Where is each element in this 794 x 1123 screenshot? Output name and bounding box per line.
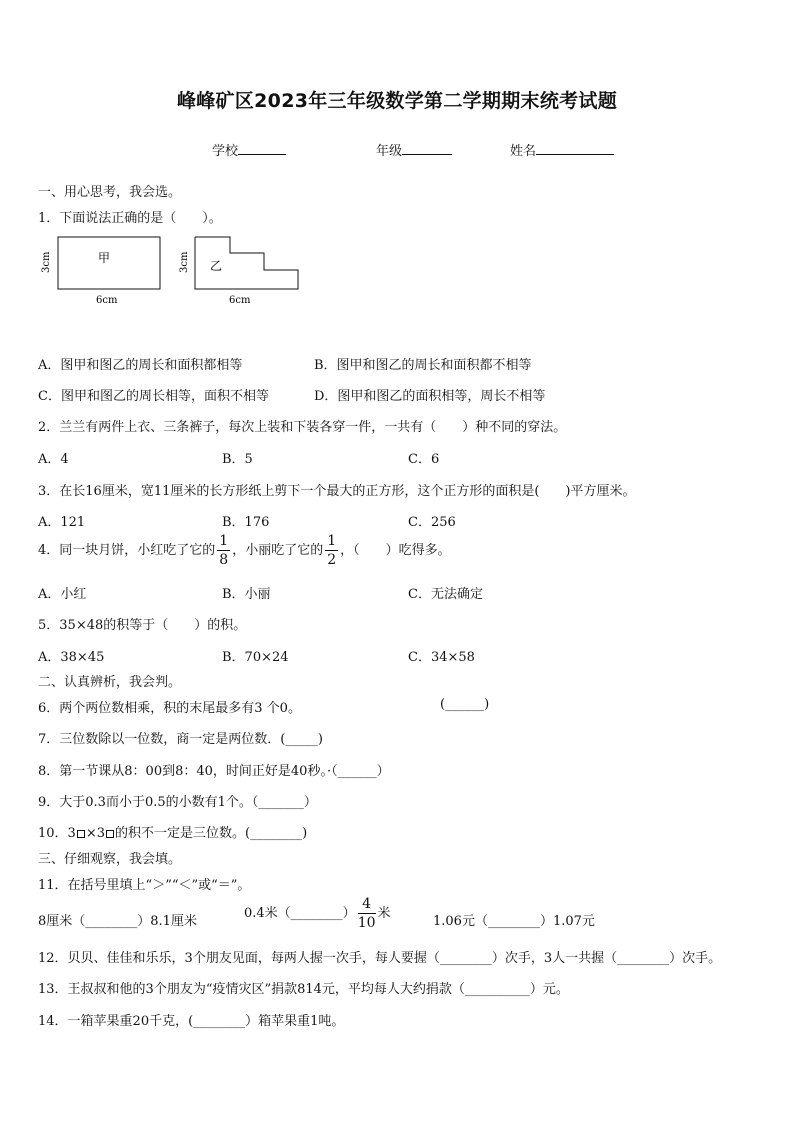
- q4-text-2: ，小丽吃了它的: [232, 543, 324, 558]
- fraction-one-half: [325, 534, 338, 567]
- q10-text-3: 的积不一定是三位数。(________): [115, 826, 308, 841]
- name-label: 姓名: [510, 144, 537, 159]
- q1-option-b[interactable]: B．图甲和图乙的周长和面积都不相等: [314, 358, 532, 373]
- name-blank[interactable]: [536, 141, 614, 155]
- question-12: 12．贝贝、佳佳和乐乐，3个朋友见面，每两人握一次手，每人要握（________）次手，3人一共握（________）次手。: [38, 951, 722, 966]
- question-6: 6．两个两位数相乘，积的末尾最多有3 个0。: [38, 701, 301, 716]
- q10-text-1: 10．3: [38, 826, 76, 841]
- question-1-figure: [36, 232, 306, 308]
- shape-b-height-label: 3cm: [179, 251, 190, 273]
- rectangle-a-height-label: 3cm: [41, 251, 52, 273]
- question-2: 2．兰兰有两件上衣、三条裤子，每次上装和下装各穿一件，一共有（ ）种不同的穿法。: [38, 420, 567, 435]
- q11-item-3[interactable]: 1.06元（________）1.07元: [433, 914, 595, 929]
- question-10: [38, 822, 307, 841]
- question-13: 13．王叔叔和他的3个朋友为“疫情灾区”捐款814元，平均每人大约捐款（__________）元。: [38, 982, 569, 997]
- question-7: 7．三位数除以一位数，商一定是两位数．(_____): [38, 732, 323, 747]
- q10-text-2: ×3: [85, 826, 105, 841]
- rectangle-a-label: 甲: [98, 251, 111, 265]
- q2-option-b[interactable]: B．5: [222, 452, 253, 467]
- q3-option-b[interactable]: B．176: [222, 515, 270, 530]
- fraction-numerator: 1: [327, 533, 337, 549]
- q4-option-b[interactable]: B．小丽: [222, 587, 271, 602]
- q3-option-a[interactable]: A．121: [38, 515, 86, 530]
- question-5: 5．35×48的积等于（ ）的积。: [38, 618, 247, 633]
- section-1-heading: 一、用心思考，我会选。: [38, 185, 182, 200]
- grade-label: 年级: [376, 144, 403, 159]
- q5-option-a[interactable]: A．38×45: [38, 650, 105, 665]
- q11-item-2-text: 0.4米（________）: [244, 906, 356, 921]
- shape-b-label: 乙: [210, 259, 223, 273]
- question-11: 11．在括号里填上“＞”“＜”或“＝”。: [38, 878, 251, 893]
- q4-text-1: 4．同一块月饼，小红吃了它的: [38, 543, 216, 558]
- page-title: 峰峰矿区2023年三年级数学第二学期期末统考试题: [176, 90, 618, 112]
- grade-blank[interactable]: [402, 141, 452, 155]
- fraction-denominator: 10: [357, 915, 376, 931]
- question-4: [38, 534, 451, 567]
- fraction-numerator: 1: [219, 533, 229, 549]
- q2-option-a[interactable]: A．4: [38, 452, 69, 467]
- fraction-four-tenths: [358, 897, 376, 930]
- q11-item-1[interactable]: 8厘米（________）8.1厘米: [38, 914, 197, 929]
- name-field: [510, 140, 614, 159]
- school-blank[interactable]: [238, 141, 286, 155]
- q4-option-c[interactable]: C．无法确定: [408, 587, 483, 602]
- question-14: 14．一箱苹果重20千克，(________）箱苹果重1吨。: [38, 1014, 345, 1029]
- box-placeholder-icon: [106, 830, 114, 838]
- grade-field: [376, 140, 452, 159]
- q2-option-c[interactable]: C．6: [408, 452, 440, 467]
- question-8: 8．第一节课从8：00到8：40，时间正好是40秒。·（______）: [38, 764, 390, 779]
- q5-option-b[interactable]: B．70×24: [222, 650, 289, 665]
- fraction-denominator: 8: [219, 552, 229, 568]
- section-2-heading: 二、认真辨析，我会判。: [38, 675, 182, 690]
- question-1: 1．下面说法正确的是（ ）。: [38, 211, 222, 226]
- q11-item-2[interactable]: [244, 897, 391, 930]
- school-field: [212, 140, 286, 159]
- q1-option-a[interactable]: A．图甲和图乙的周长和面积都相等: [38, 358, 243, 373]
- rectangle-a-width-label: 6cm: [96, 295, 118, 306]
- fraction-one-eighth: [217, 534, 230, 567]
- section-3-heading: 三、仔细观察，我会填。: [38, 852, 182, 867]
- q4-option-a[interactable]: A．小红: [38, 587, 87, 602]
- question-9: 9．大于0.3而小于0.5的小数有1个。（_______）: [38, 795, 317, 810]
- q3-option-c[interactable]: C．256: [408, 515, 456, 530]
- fraction-numerator: 4: [358, 897, 376, 914]
- q5-option-c[interactable]: C．34×58: [408, 650, 475, 665]
- q6-answer-blank[interactable]: (______): [440, 697, 490, 712]
- fraction-denominator: 2: [327, 552, 337, 568]
- box-placeholder-icon: [77, 830, 85, 838]
- q11-item-2-unit: 米: [377, 906, 391, 921]
- school-label: 学校: [212, 144, 239, 159]
- q4-text-3: ，（ ）吃得多。: [340, 543, 451, 558]
- shape-b-width-label: 6cm: [229, 295, 251, 306]
- q1-option-d[interactable]: D．图甲和图乙的面积相等，周长不相等: [314, 389, 546, 404]
- q1-option-c[interactable]: C．图甲和图乙的周长相等，面积不相等: [38, 389, 269, 404]
- question-3: 3．在长16厘米，宽11厘米的长方形纸上剪下一个最大的正方形，这个正方形的面积是( )平方厘米。: [38, 484, 636, 499]
